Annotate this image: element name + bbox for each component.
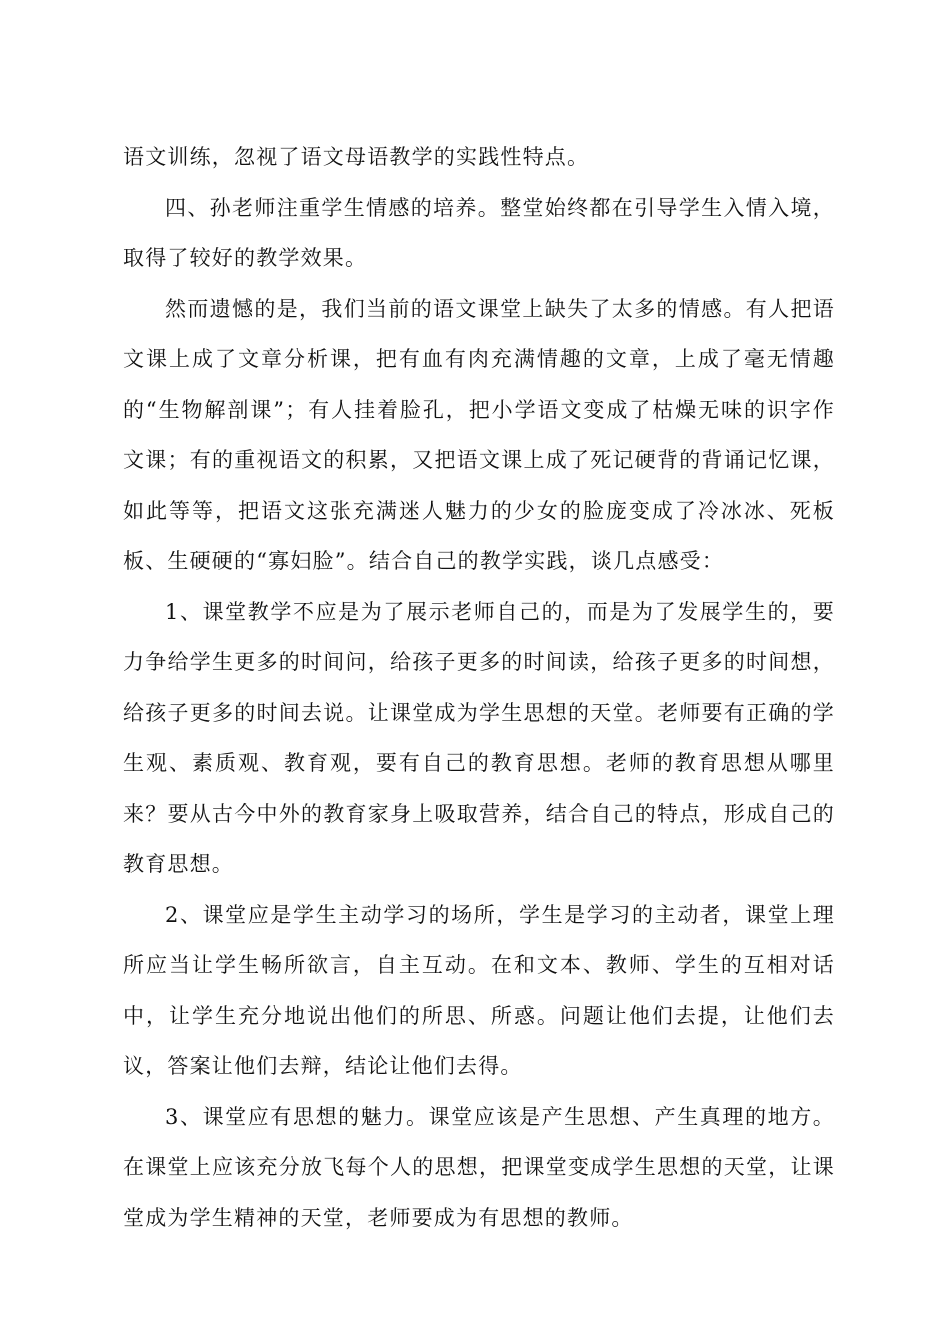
paragraph-regret: 然而遗憾的是，我们当前的语文课堂上缺失了太多的情感。有人把语文课上成了文章分析课，把有血有肉充满情趣的文章，上成了毫无情趣的“生物解剖课”；有人挂着脸孔，把小学语文变成了枯燥无味的识字作文课；有的重视语文的积累，又把语文课上成了死记硬背的背诵记忆课，如此等等，把语文这张充满迷人魅力的少女的脸庞变成了冷冰冰、死板板、生硬硬的“寡妇脸”。结合自己的教学实践，谈几点感受： (123, 296, 835, 573)
paragraph-continued: 语文训练，忽视了语文母语教学的实践性特点。 (123, 145, 590, 169)
paragraph-point-four: 四、孙老师注重学生情感的培养。整堂始终都在引导学生入情入境，取得了较好的教学效果。 (123, 195, 835, 270)
document-page (123, 132, 835, 1243)
paragraph-feeling-2: 2、课堂应是学生主动学习的场所，学生是学习的主动者，课堂上理所应当让学生畅所欲言，自主互动。在和文本、教师、学生的互相对话中，让学生充分地说出他们的所思、所惑。问题让他们去提，让他们去议，答案让他们去辩，结论让他们去得。 (123, 902, 835, 1078)
paragraph-feeling-3: 3、课堂应有思想的魅力。课堂应该是产生思想、产生真理的地方。在课堂上应该充分放飞每个人的思想，把课堂变成学生思想的天堂，让课堂成为学生精神的天堂，老师要成为有思想的教师。 (123, 1104, 835, 1230)
paragraph-feeling-1: 1、课堂教学不应是为了展示老师自己的，而是为了发展学生的，要力争给学生更多的时间问，给孩子更多的时间读，给孩子更多的时间想，给孩子更多的时间去说。让课堂成为学生思想的天堂。老师要有正确的学生观、素质观、教育观，要有自己的教育思想。老师的教育思想从哪里来？要从古今中外的教育家身上吸取营养，结合自己的特点，形成自己的教育思想。 (123, 599, 835, 876)
